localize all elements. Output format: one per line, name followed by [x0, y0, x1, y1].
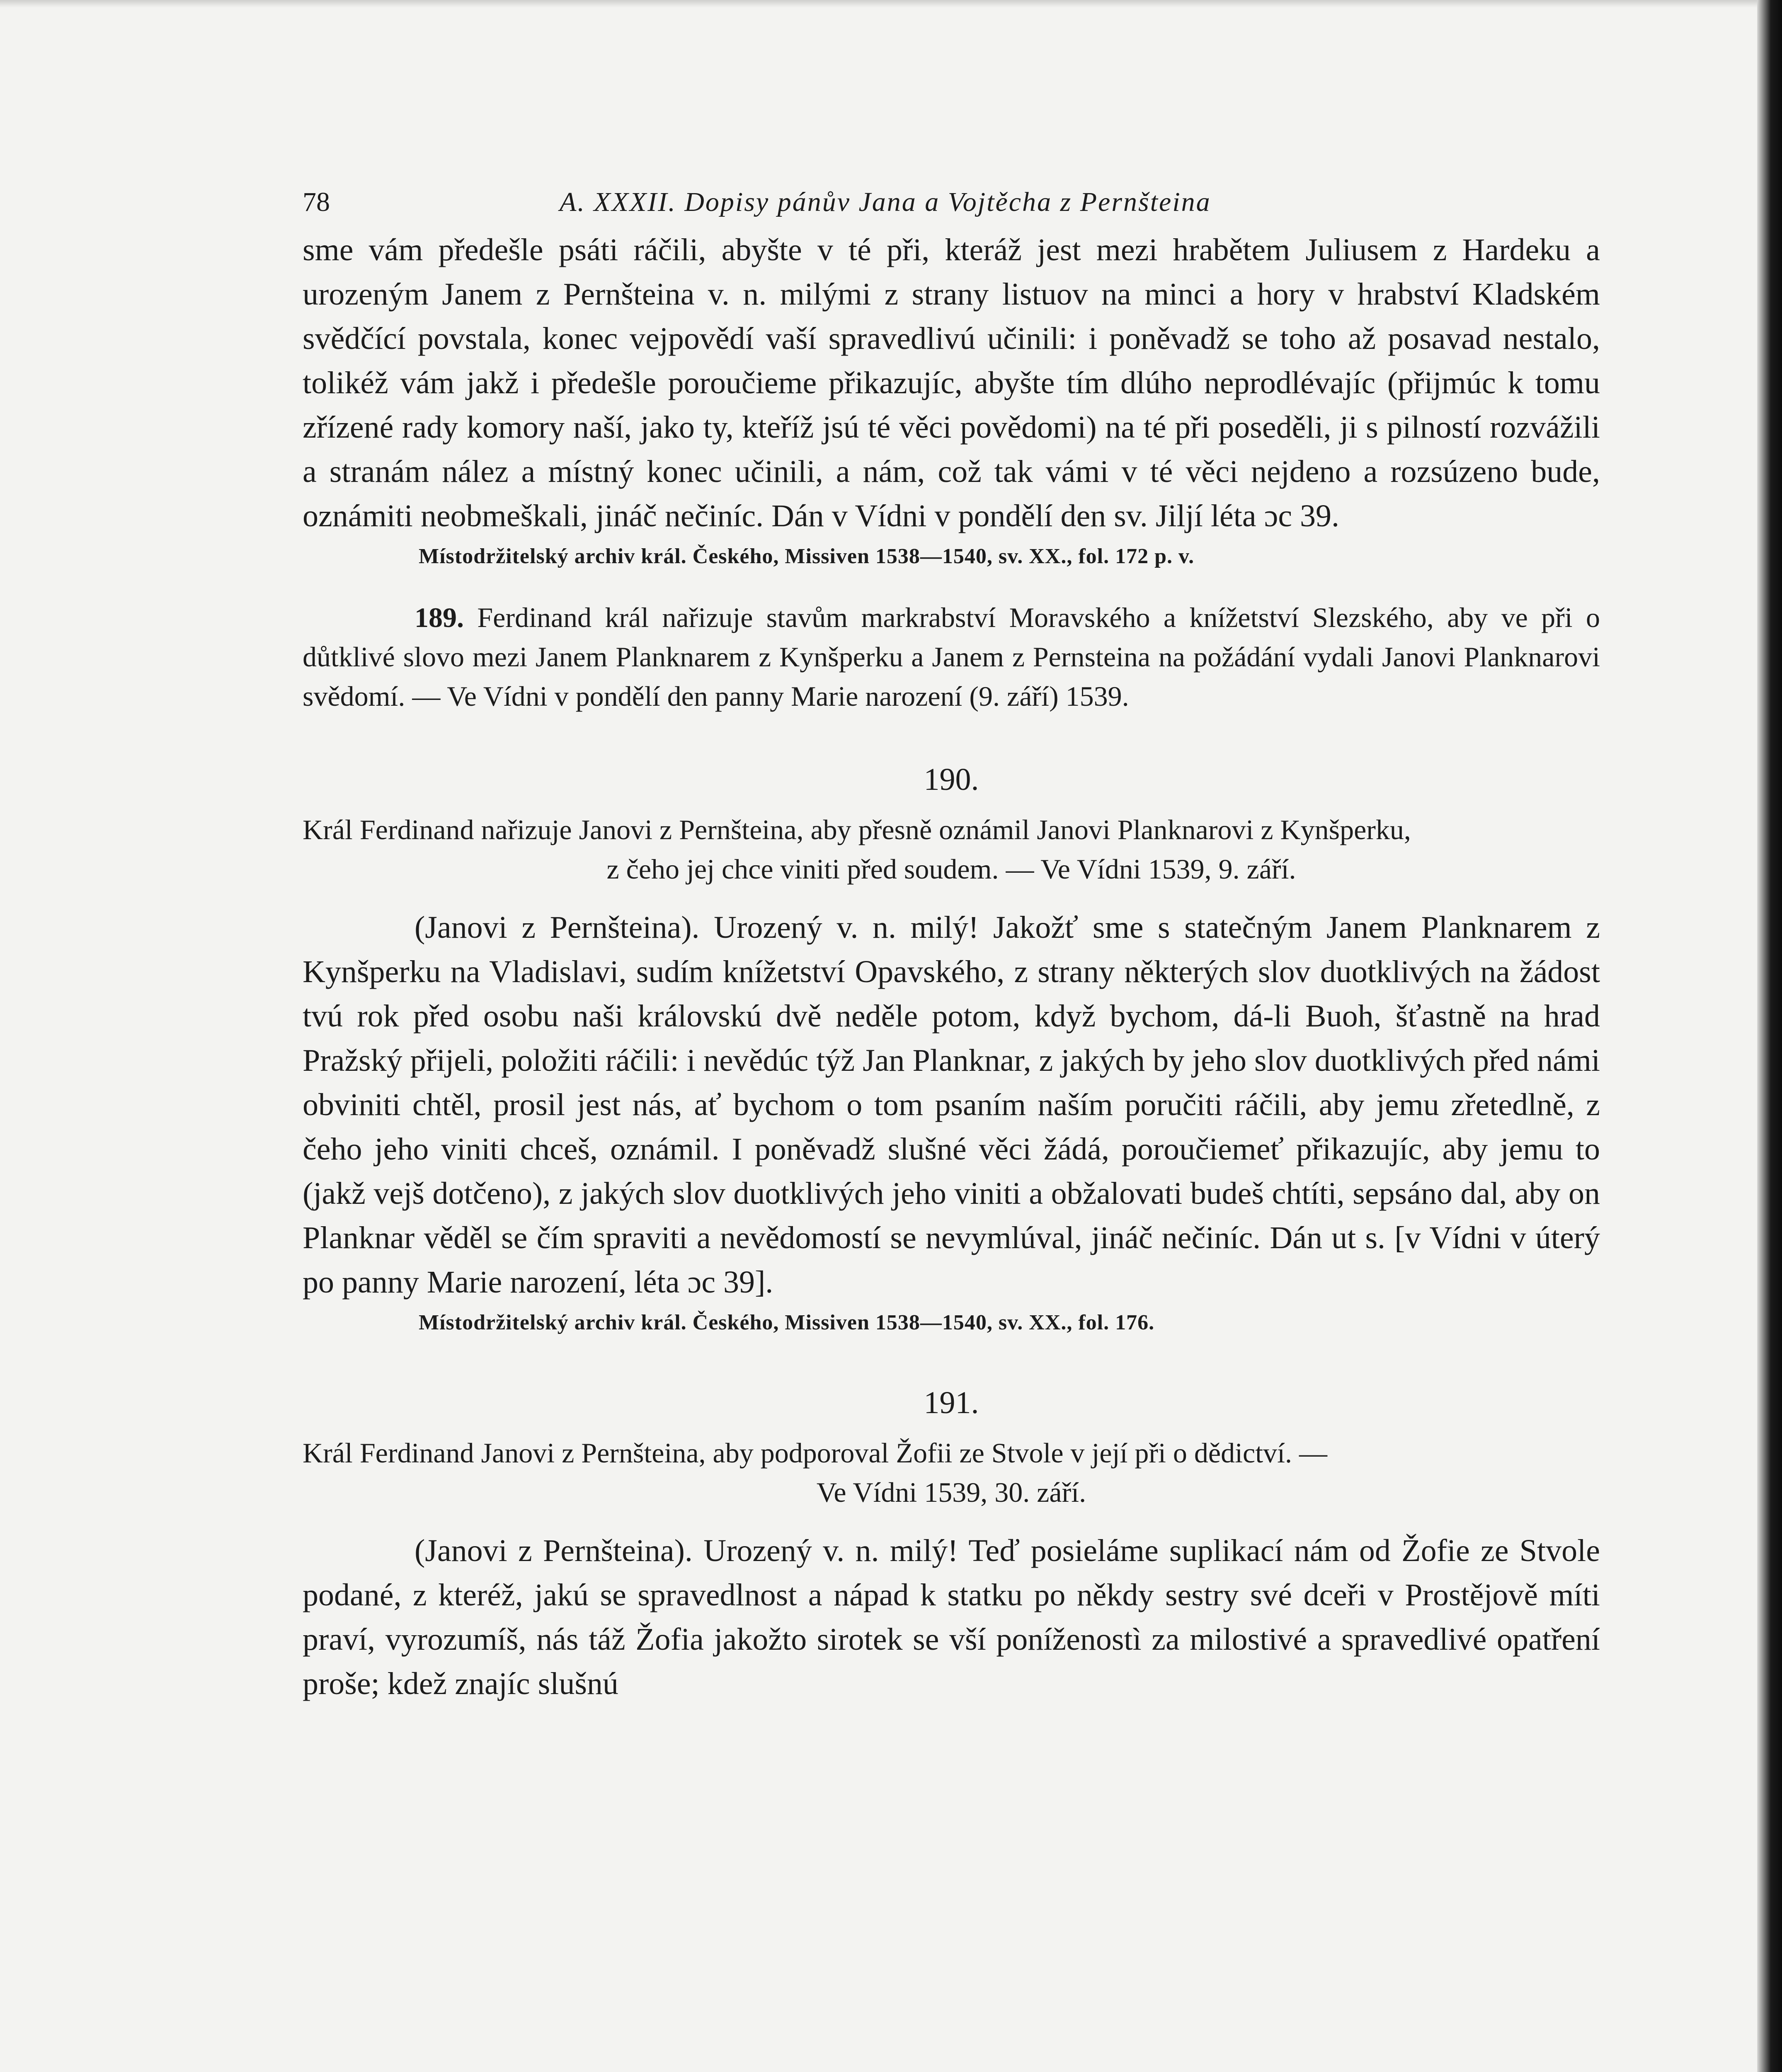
regest-189-text: Ferdinand král nařizuje stavům markrabství Moravského a knížetství Slezského, aby ve při o důtklivé slovo mezi Janem Planknarem z Kynšperku a Janem z Pernsteina na požádání vydali Janovi Planknarovi svědomí. — Ve Vídni v pondělí den panny Marie narození (9. září) 1539. — [303, 602, 1600, 712]
book-page — [303, 178, 1600, 1706]
scan-edge-top — [0, 0, 1782, 7]
summary-190-main: Král Ferdinand nařizuje Janovi z Pernšteina, aby přesně oznámil Janovi Planknarovi z Kynšperku, — [303, 814, 1411, 845]
summary-191 — [303, 1433, 1600, 1512]
summary-190-tail: z čeho jej chce viniti před soudem. — Ve Vídni 1539, 9. září. — [606, 853, 1296, 885]
source-note-188: Místodržitelský archiv král. Českého, Missiven 1538—1540, sv. XX., fol. 172 p. v. — [419, 545, 1195, 568]
opening-paragraph: sme vám předešle psáti ráčili, abyšte v té při, kteráž jest mezi hrabětem Juliusem z Hardeku a urozeným Janem z Pernšteina v. n. milými z strany listuov na minci a hory v hrabství Kladském svědčící povstala, konec vejpovědí vaší spravedlivú učinili: i poněvadž se toho až posavad nestalo, tolikéž vám jakž i předešle poroučieme přikazujíc, abyšte tím dlúho neprodlévajíc (přijmúc k tomu zřízené rady komory naší, jako ty, kteříž jsú té věci povědomi) na té při poseděli, ji s pilností rozvážili a stranám nález a místný konec učinili, a nám, což tak vámi v té věci nejdeno a rozsúzeno bude, oznámiti neobmeškali, jináč nečiníc. Dán v Vídni v pondělí den sv. Jiljí léta ɔc 39. — [303, 232, 1600, 533]
summary-191-main: Král Ferdinand Janovi z Pernšteina, aby podporoval Žofii ze Stvole v její při o dědictví. — — [303, 1437, 1327, 1469]
page-number: 78 — [303, 187, 330, 217]
source-note-190: Místodržitelský archiv král. Českého, Missiven 1538—1540, sv. XX., fol. 176. — [419, 1311, 1155, 1334]
summary-191-tail: Ve Vídni 1539, 30. září. — [816, 1477, 1086, 1508]
summary-190 — [303, 810, 1600, 889]
running-title: A. XXXII. Dopisy pánův Jana a Vojtěcha z Pernšteina — [560, 187, 1211, 217]
running-header — [303, 178, 1600, 228]
letter-191-text: (Janovi z Pernšteina). Urozený v. n. milý! Teď posieláme suplikací nám od Žofie ze Stvole podané, z kteréž, jakú se spravedlnost a nápad k statku po někdy sestry své dceři v Prostějově míti praví, vyrozumíš, nás táž Žofia jakožto sirotek se vší poníženostì za milostivé a spravedlivé opatření proše; kdež znajíc slušnú — [303, 1533, 1600, 1701]
scan-edge-right — [1757, 0, 1782, 2072]
document-number-190: 190. — [924, 762, 979, 797]
letter-190-text: (Janovi z Pernšteina). Urozený v. n. milý! Jakožť sme s statečným Janem Planknarem z Kynšperku na Vladislavi, sudím knížetství Opavského, z strany některých slov duotklivých na žádost tvú rok před osobu naši královskú dvě neděle potom, když bychom, dá-li Buoh, šťastně na hrad Pražský přijeli, položiti ráčili: i nevědúc týž Jan Planknar, z jakých by jeho slov duotklivých před námi obviniti chtěl, prosil jest nás, ať bychom o tom psaním naším poručiti ráčili, aby jemu zřetedlně, z čeho jeho viniti chceš, oznámil. I poněvadž slušné věci žádá, poroučiemeť přikazujíc, aby jemu to (jakž vejš dotčeno), z jakých slov duotklivých jeho viniti a obžalovati budeš chtíti, sepsáno dal, aby on Planknar věděl se čím spraviti a nevědomostí se nevymlúval, jináč nečiníc. Dán ut s. [v Vídni v úterý po panny Marie narození, léta ɔc 39]. — [303, 910, 1600, 1300]
regest-189-number: 189. — [415, 602, 464, 633]
document-number-191: 191. — [924, 1385, 979, 1420]
regest-189 — [303, 598, 1600, 716]
